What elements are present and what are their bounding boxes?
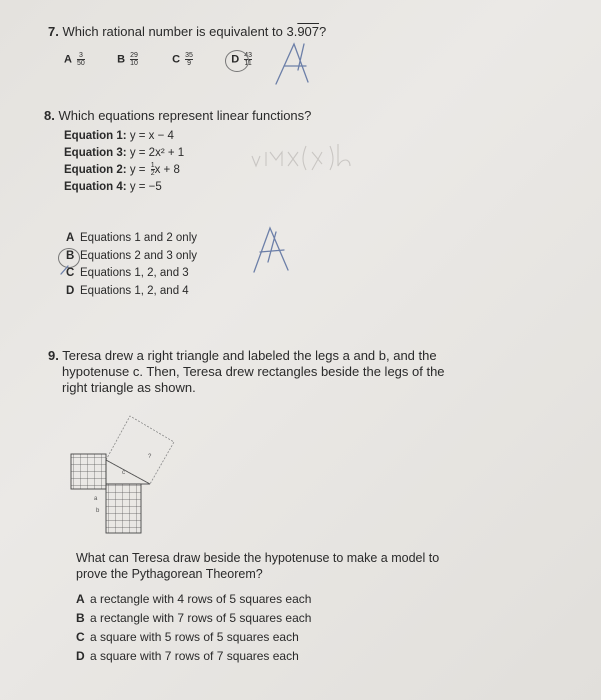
q8-choice-d[interactable]: D Equations 1, 2, and 4 — [66, 284, 189, 297]
q7-choice-d-fraction: $\frac{43}{11}$ — [244, 52, 252, 67]
q8-equation-list — [64, 128, 184, 196]
q9-text-line2: hypotenuse c. Then, Teresa drew rectangles beside the legs of the — [62, 364, 445, 379]
figure-question-label: ? — [148, 454, 152, 460]
q8-choices — [66, 230, 197, 300]
q8-choice-a[interactable]: A Equations 1 and 2 only — [66, 232, 198, 244]
equation-2: Equation 2: y = $\frac{1}{2}$ x + 8 — [64, 162, 180, 178]
leg-b-rectangle-grid — [106, 484, 141, 533]
leg-a-square-grid — [71, 454, 106, 489]
q8-stem — [44, 108, 311, 123]
q9-choice-c[interactable]: C a square with 5 rows of 5 squares each — [76, 630, 299, 644]
q9-choices — [76, 590, 311, 666]
right-triangle — [106, 460, 150, 484]
pythagorean-figure — [66, 408, 186, 538]
q9-prompt-line2: prove the Pythagorean Theorem? — [76, 567, 263, 581]
q7-choice-c[interactable]: C $\frac{35}{9}$ — [172, 52, 193, 67]
q8-handwritten-x-mark — [248, 222, 298, 278]
q7-circled-answer-mark — [225, 50, 249, 72]
figure-label-c: c — [122, 470, 125, 476]
equation-1: Equation 1: y = x − 4 — [64, 130, 174, 142]
q7-stem: 7. Which rational number is equivalent to 3.907? — [48, 24, 327, 39]
q7-text: Which rational number is equivalent to 3. — [62, 24, 298, 39]
q9-prompt — [76, 550, 439, 582]
q9-prompt-line1: What can Teresa draw beside the hypotenuse to make a model to — [76, 551, 440, 565]
q7-choice-b[interactable]: B $\frac{29}{10}$ — [117, 52, 138, 67]
q9-text-line1: Teresa drew a right triangle and labeled the legs a and b, and the — [62, 348, 437, 363]
q7-repeating-digits: 907 — [297, 24, 320, 39]
q7-choice-a[interactable]: A $\frac{3}{50}$ — [64, 52, 85, 67]
figure-label-a: a — [94, 496, 98, 502]
q8-faint-handwritten-note — [248, 138, 358, 174]
equation-3: Equation 3: y = 2x² + 1 — [64, 147, 185, 159]
q8-text: Which equations represent linear functions? — [58, 108, 312, 123]
q7-choice-a-fraction: $\frac{3}{50}$ — [77, 52, 85, 67]
q8-choice-b[interactable]: B Equations 2 and 3 only — [66, 249, 198, 262]
q7-choice-b-fraction: $\frac{29}{10}$ — [130, 52, 138, 67]
q8-number: 8. — [44, 108, 55, 123]
figure-label-b: b — [96, 508, 100, 514]
q9-choice-b[interactable]: B a rectangle with 7 rows of 5 squares each — [76, 611, 312, 625]
q7-handwritten-x-mark — [270, 40, 320, 88]
q9-stem — [48, 348, 445, 396]
q9-text-line3: right triangle as shown. — [62, 380, 196, 395]
q8-choice-c[interactable]: C Equations 1, 2, and 3 — [66, 267, 189, 279]
q9-choice-d[interactable]: D a square with 7 rows of 7 squares each — [76, 649, 299, 663]
q9-number: 9. — [48, 348, 59, 363]
q7-number: 7. — [48, 24, 59, 39]
q9-choice-a[interactable]: A a rectangle with 4 rows of 5 squares each — [76, 592, 312, 606]
q7-choice-d[interactable]: D $\frac{43}{11}$ — [231, 52, 252, 67]
hypotenuse-dashed-square — [106, 416, 174, 484]
q8-handwritten-tick-mark — [58, 264, 72, 278]
q7-choice-c-fraction: $\frac{35}{9}$ — [185, 52, 193, 67]
equation-4: Equation 4: y = −5 — [64, 181, 162, 193]
